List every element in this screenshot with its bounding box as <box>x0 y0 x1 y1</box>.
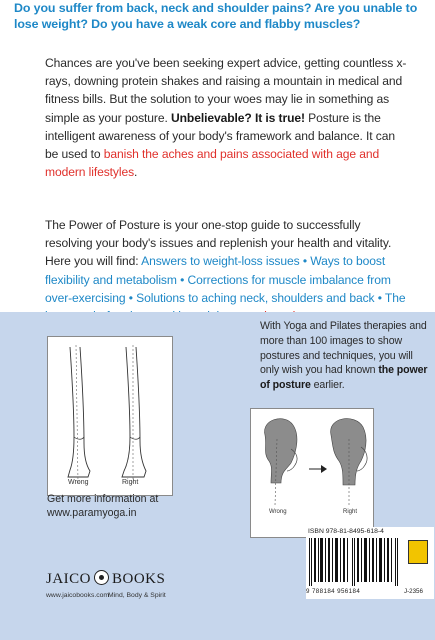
yoga-emphasis: the power of posture <box>260 364 428 392</box>
publisher-name-left: JAICO <box>46 571 92 587</box>
para-text: . <box>134 165 138 180</box>
barcode-icon <box>309 538 399 586</box>
back-cover-top <box>0 0 435 310</box>
bullet-separator: • <box>374 290 385 305</box>
intro-question: Do you suffer from back, neck and shoulder pains? Are you unable to lose weight? Do you have a weak core and flabby muscles? <box>14 1 418 31</box>
legs-illustration <box>47 336 173 496</box>
legs-posture-drawing <box>48 337 174 497</box>
feature-item: Corrections for muscle imbalance from over-exercising <box>45 272 391 305</box>
catalog-code: J-2356 <box>404 588 423 595</box>
bullet-separator: • <box>299 254 311 269</box>
feature-item: The <box>384 290 406 305</box>
publisher-logo <box>46 570 165 588</box>
contents-paragraph <box>45 216 410 325</box>
back-cover-bottom-panel <box>0 312 435 640</box>
feature-item: Answers to weight-loss issues <box>141 254 300 269</box>
barcode-number: 9 788184 956184 <box>306 588 361 595</box>
publisher-emblem-icon <box>94 570 109 585</box>
yoga-text: With Yoga and Pilates therapies and more than 100 images to show postures and techniques, you will only wish you had known <box>260 320 427 377</box>
feature-item: Solutions to aching neck, shoulders and back <box>136 290 375 305</box>
yoga-description <box>260 319 430 393</box>
para-emphasis: Unbelievable? It is true! <box>170 110 305 125</box>
publisher-tagline: Mind, Body & Spirit <box>108 592 166 599</box>
isbn-label: ISBN 978-81-8495-618-4 <box>308 528 384 535</box>
para-highlight: banish the aches and pains associated with age and modern lifestyles <box>45 147 380 180</box>
yoga-text: earlier. <box>310 379 345 392</box>
description-paragraph <box>45 54 410 181</box>
caption-right: Right <box>343 509 358 515</box>
publisher-name-right: BOOKS <box>112 571 166 587</box>
feature-item: Ways to boost flexibility and metabolism <box>45 254 386 287</box>
bullet-separator: • <box>125 290 137 305</box>
para-text: Chances are you've been seeking expert advice, getting countless x-rays, downing protein shakes and raising a mountain in medical and fitness bills. But the solution to your woes may lie in something as simple as your posture. <box>45 56 407 125</box>
caption-wrong: Wrong <box>68 479 89 486</box>
para-text: The Power of Posture is your one-stop guide to successfully resolving your body's issues and replenish your health and vitality. Here you will find: <box>45 218 392 269</box>
caption-wrong: Wrong <box>269 509 287 515</box>
publisher-website: www.jaicobooks.com <box>46 592 110 599</box>
head-illustration <box>250 408 374 538</box>
more-info-text: Get more information at www.paramyoga.in <box>47 493 159 519</box>
caption-right: Right <box>122 479 139 486</box>
publisher-badge-icon <box>408 540 428 564</box>
bullet-separator: • <box>176 272 188 287</box>
head-posture-drawing <box>251 409 375 539</box>
para-text: Posture is the intelligent awareness of your body's framework and balance. It can be used to <box>45 110 395 162</box>
